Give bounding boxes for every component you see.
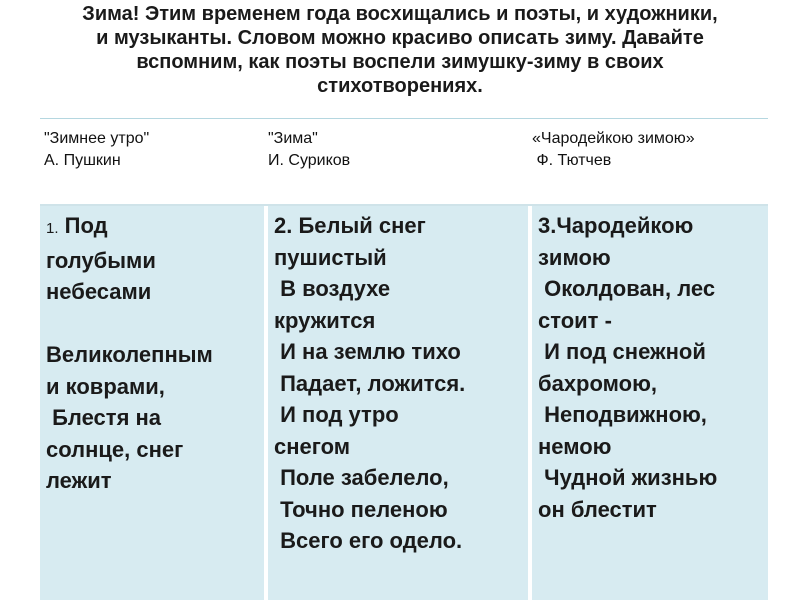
intro-line: и музыканты. Словом можно красиво описать зиму. Давайте — [96, 27, 704, 49]
poem-text — [46, 210, 260, 497]
poem-line: зимою — [538, 244, 611, 270]
intro-line: Зима! Этим временем года восхищались и поэты, и художники, — [82, 3, 718, 25]
poem-line: кружится — [274, 307, 376, 333]
poem-line: Околдован, лес — [538, 276, 716, 301]
poem-line: 3.Чародейкою — [538, 213, 694, 238]
poem-line: снегом — [274, 433, 351, 459]
poem-line: Блестя на — [46, 405, 162, 430]
poem-line: 2. Белый снег — [274, 213, 426, 238]
poem-author: И. Суриков — [268, 152, 351, 169]
poem-line: Великолепным — [46, 342, 213, 367]
poem-cell-surikov — [268, 206, 528, 600]
header-cell-tyutchev — [532, 128, 768, 172]
poem-line-text: Под — [58, 213, 108, 238]
poem-author: А. Пушкин — [44, 152, 121, 169]
poem-line: И под утро — [274, 402, 399, 427]
poem-line: И под снежной — [538, 339, 706, 364]
intro-line: стихотворениях. — [317, 75, 483, 97]
table-header-row — [40, 120, 768, 206]
poem-line: Чудной жизнью — [538, 465, 718, 490]
poem-line: он блестит — [538, 496, 657, 522]
poem-line: лежит — [46, 468, 112, 493]
poem-line: Неподвижною, — [538, 402, 707, 427]
poem-line: Поле забелело, — [274, 465, 449, 490]
poem-line: голубыми — [46, 247, 156, 273]
poem-line: немою — [538, 433, 612, 459]
poem-text — [274, 210, 524, 557]
header-cell-surikov — [268, 128, 528, 172]
poem-title: "Зима" — [268, 130, 318, 147]
poem-line: И на землю тихо — [274, 339, 461, 364]
poem-number: 1. — [46, 220, 59, 237]
poem-line: небесами — [46, 279, 152, 304]
poems-table — [40, 118, 768, 600]
intro-text — [20, 2, 780, 98]
poem-author: Ф. Тютчев — [532, 152, 612, 169]
poem-cell-pushkin — [40, 206, 264, 600]
poem-line: и коврами, — [46, 373, 165, 399]
poem-line: пушистый — [274, 244, 387, 270]
table-body-row — [40, 206, 768, 600]
poem-line: солнце, снег — [46, 436, 184, 462]
poem-cell-tyutchev — [532, 206, 768, 600]
poem-line — [46, 210, 260, 245]
poem-line: Всего его одело. — [274, 528, 463, 553]
poem-line: Падает, ложится. — [274, 370, 466, 396]
poem-title: "Зимнее утро" — [44, 130, 150, 147]
header-cell-pushkin — [44, 128, 266, 172]
poem-text — [538, 210, 764, 525]
poem-line: бахромою, — [538, 370, 657, 396]
poem-title: «Чародейкою зимою» — [532, 130, 695, 147]
poem-line: стоит - — [538, 307, 612, 333]
intro-line: вспомним, как поэты воспели зимушку-зиму в своих — [136, 51, 664, 73]
poem-line: В воздухе — [274, 276, 391, 301]
poem-line: Точно пеленою — [274, 496, 448, 522]
poem-line — [46, 308, 260, 340]
